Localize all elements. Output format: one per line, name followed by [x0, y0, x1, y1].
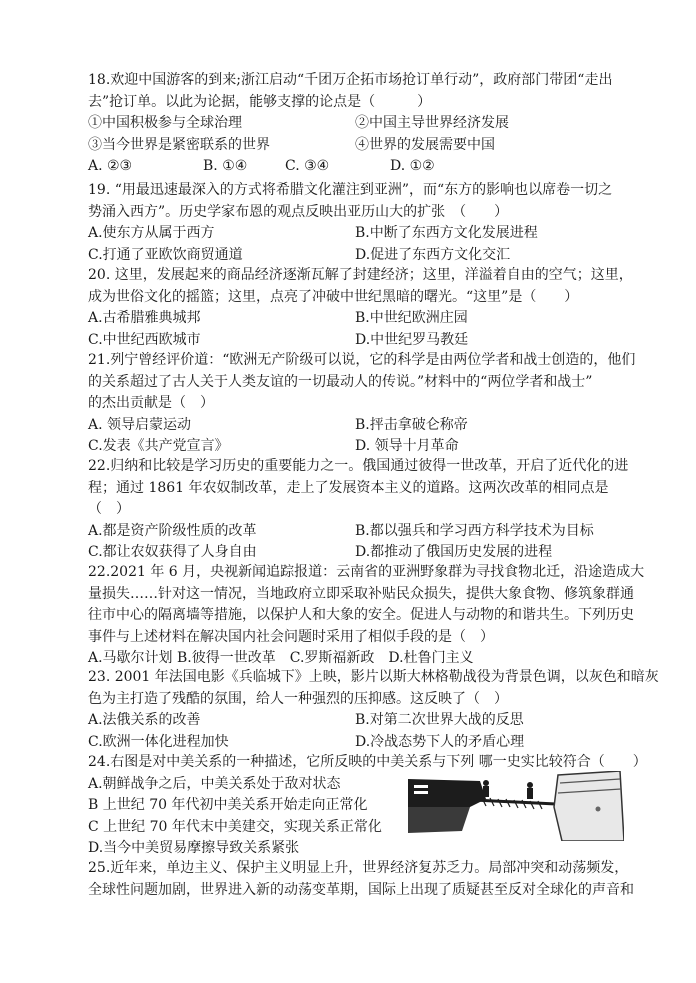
option-b: B.对第二次世界大战的反思: [355, 712, 524, 728]
option-row: [88, 156, 636, 178]
statement-row: [88, 135, 636, 157]
question-23: [88, 667, 659, 753]
question-text-line: 25.近年来，单边主义、保护主义明显上升，世界经济复苏乏力。局部冲突和动荡频发，: [88, 860, 629, 876]
walking-figures: [483, 780, 533, 799]
question-text-line: 24.右图是对中美关系的一种描述，它所反映的中美关系与下列 哪一史实比较符合（ ）: [88, 754, 647, 770]
option-row: [88, 436, 636, 458]
statement-2: ②中国主导世界经济发展: [355, 115, 509, 131]
option-b: B.都以强兵和学习西方科学技术为目标: [355, 522, 594, 539]
option-a: A. 领导启蒙运动: [88, 416, 192, 433]
option-row: [88, 710, 636, 732]
option-d: D.都推动了俄国历史发展的进程: [355, 544, 553, 560]
left-cliff-base: [408, 807, 470, 833]
us-china-cartoon-figure: [408, 771, 624, 841]
option-b: B.中世纪欧洲庄园: [355, 310, 468, 326]
question-text-line: 去”抢订单。以此为论据，能够支撑的论点是（ ）: [88, 93, 432, 110]
statement-1: ①中国积极参与全球治理: [88, 115, 242, 131]
option-b: B. ①④: [203, 158, 248, 174]
statement-4: ④世界的发展需要中国: [355, 136, 495, 153]
question-text-line: 22.2021 年 6 月，央视新闻追踪报道：云南省的亚洲野象群为寻找食物北迁，沿途造成大: [88, 564, 645, 580]
question-21: [88, 350, 636, 458]
question-text-line: 量损失……针对这一情况，当地政府立即采取补贴民众损失，提供大象食物、修筑象群通: [88, 585, 634, 602]
option-row: [88, 732, 636, 754]
small-star-mark: [596, 807, 601, 812]
option-b: B 上世纪 70 年代初中美关系开始走向正常化: [88, 797, 368, 813]
option-a: A. ②③: [88, 158, 133, 174]
option-c: C.发表《共产党宣言》: [88, 438, 229, 454]
option-d: D. ①②: [390, 158, 435, 174]
option-c: C.打通了亚欧饮商贸通道: [88, 246, 243, 263]
option-row: A.马歇尔计划 B.彼得一世改革 C.罗斯福新政 D.杜鲁门主义: [88, 650, 474, 666]
question-text-line: （ ）: [88, 501, 130, 517]
option-a: A.使东方从属于西方: [88, 225, 215, 241]
option-row: [88, 245, 636, 267]
question-text-line: 19. “用最迅速最深入的方式将希腊文化灌注到亚洲”，而“东方的影响也以席卷一切之: [88, 182, 613, 198]
question-text-line: 成为世俗文化的摇篮；这里，点亮了冲破中世纪黑暗的曙光。“这里”是（ ）: [88, 288, 579, 305]
question-25: [88, 858, 636, 901]
question-20: [88, 265, 636, 351]
question-text-line: 的关系超过了古人关于人类友谊的一切最动人的传说。”材料中的“两位学者和战士”: [88, 373, 593, 390]
question-text-line: 20. 这里，发展起来的商品经济逐渐瓦解了封建经济；这里，洋溢着自由的空气；这里，: [88, 267, 633, 283]
question-22: [88, 456, 636, 564]
option-c: C. ③④: [285, 158, 330, 174]
option-a: A.古希腊雅典城邦: [88, 310, 201, 326]
option-c: C.中世纪西欧城市: [88, 331, 201, 348]
question-text-line: 18.欢迎中国游客的到来;浙江启动“千团万企拓市场抢订单行动”，政府部门带团“走出: [88, 72, 613, 88]
option-row: [88, 308, 636, 330]
cartoon-illustration: [408, 771, 624, 841]
option-b: B.中断了东西方文化发展进程: [355, 225, 538, 241]
question-text-line: 的杰出贡献是（ ）: [88, 395, 214, 411]
option-d: D.冷战态势下人的矛盾心理: [355, 733, 525, 750]
question-text-line: 色为主打造了残酷的氛围，给人一种强烈的压抑感。这反映了（ ）: [88, 690, 508, 707]
question-text-line: 事件与上述材料在解决国内社会问题时采用了相似手段的是（ ）: [88, 628, 494, 645]
question-text-line: 往市中心的隔离墙等措施，以保护人和大象的安全。促进人与动物的和谐共生。下列历史: [88, 607, 634, 623]
question-text-line: 23. 2001 年法国电影《兵临城下》上映，影片以斯大林格勒战役为背景色调，以灰色和暗灰: [88, 669, 659, 685]
option-d: D. 领导十月革命: [355, 438, 459, 454]
option-d: D.当今中美贸易摩擦导致关系紧张: [88, 840, 300, 856]
option-b: B.抨击拿破仑称帝: [355, 416, 468, 433]
option-row: [88, 415, 636, 437]
question-text-line: 程；通过 1861 年农奴制改革，走上了发展资本主义的道路。这两次改革的相同点是: [88, 479, 609, 496]
option-a: A.都是资产阶级性质的改革: [88, 522, 257, 539]
option-a: A.朝鲜战争之后，中美关系处于敌对状态: [88, 775, 341, 792]
option-c: C.欧洲一体化进程加快: [88, 733, 229, 750]
question-18: [88, 70, 636, 178]
option-row: [88, 542, 636, 564]
question-22b: [88, 562, 645, 670]
question-text-line: 22.归纳和比较是学习历史的重要能力之一。俄国通过彼得一世改革，开启了近代化的进: [88, 458, 629, 474]
option-row: [88, 223, 636, 245]
question-text-line: 全球性问题加剧，世界进入新的动荡变革期，国际上出现了质疑甚至反对全球化的声音和: [88, 881, 634, 898]
statement-row: [88, 113, 636, 135]
statement-3: ③当今世界是紧密联系的世界: [88, 136, 270, 153]
question-text-line: 21.列宁曾经评价道：“欧洲无产阶级可以说，它的科学是由两位学者和战士创造的，他们: [88, 352, 636, 368]
question-text-line: 势涌入西方”。历史学家布恩的观点反映出亚历山大的扩张 （ ）: [88, 203, 509, 220]
option-a: A.法俄关系的改善: [88, 712, 201, 728]
question-19: [88, 180, 636, 266]
option-row: [88, 330, 636, 352]
option-c: C.都让农奴获得了人身自由: [88, 544, 257, 560]
option-d: D.中世纪罗马教廷: [355, 331, 469, 348]
option-row: [88, 521, 636, 543]
option-c: C 上世纪 70 年代末中美建交，实现关系正常化: [88, 818, 382, 835]
option-d: D.促进了东西方文化交汇: [355, 246, 511, 263]
